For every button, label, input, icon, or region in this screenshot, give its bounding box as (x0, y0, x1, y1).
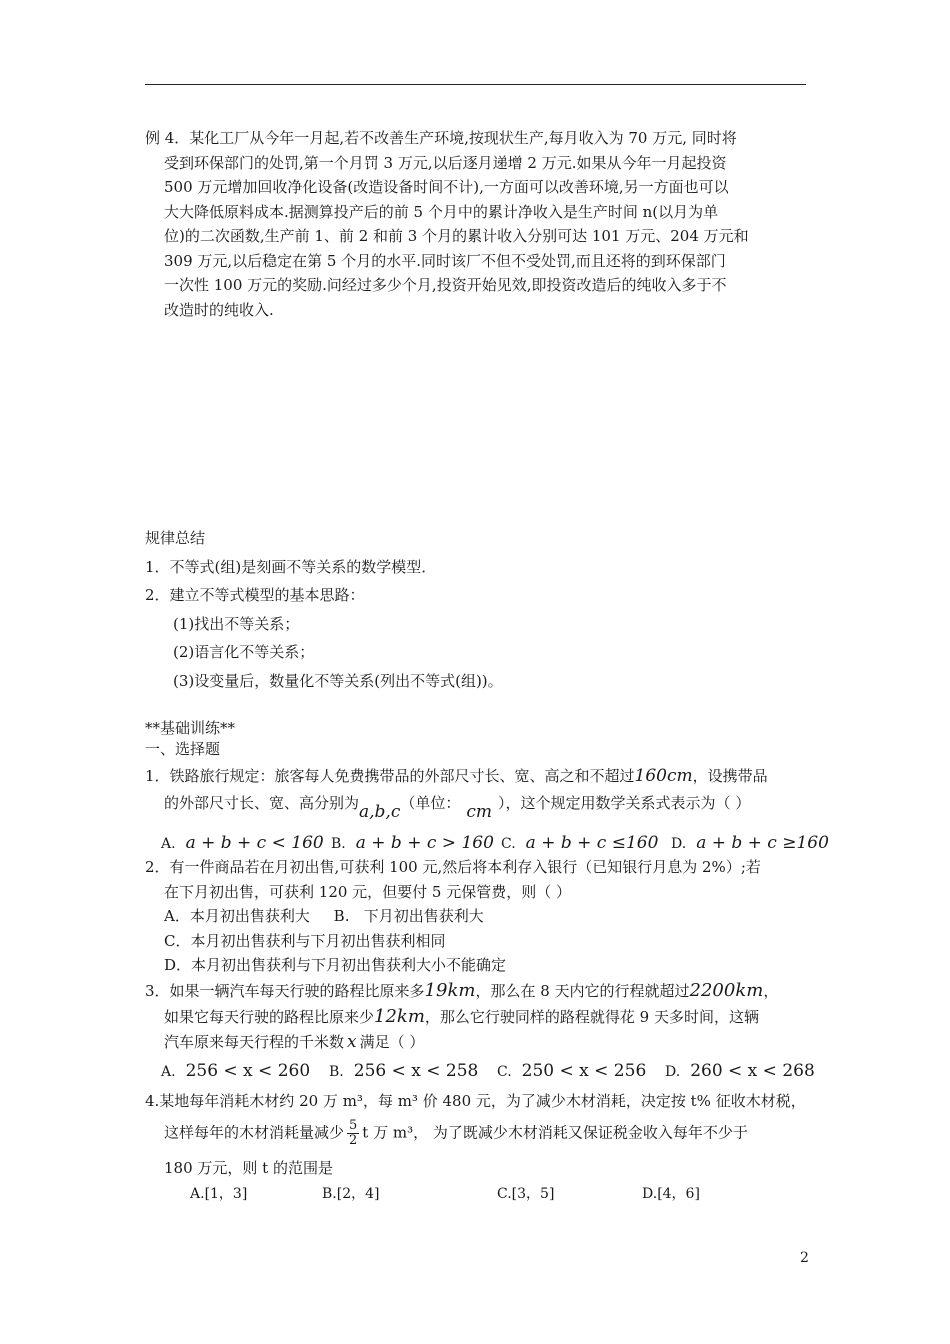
q3-options (145, 1055, 815, 1085)
q1-math: 160cm (634, 766, 693, 786)
q3-text: 如果它每天行驶的路程比原来少 (164, 1007, 375, 1026)
option-b[interactable]: B.[2，4] (322, 1185, 380, 1202)
q1-text: 1．铁路旅行规定：旅客每人免费携带品的外部尺寸长、宽、高之和不超过 (145, 767, 635, 785)
training-heading: **基础训练** (145, 719, 236, 737)
q3-math: 12km (374, 1005, 425, 1027)
option-b[interactable]: B. a + b + c > 160 (331, 833, 494, 853)
summary-heading: 规律总结 (145, 529, 206, 547)
question-1 (145, 763, 829, 855)
q3-text: ，那么它行驶同样的路程就得花 9 天多时间，这辆 (424, 1007, 759, 1026)
summary-section (145, 524, 810, 695)
q4-fraction: $\frac{5}{2}$ (349, 1117, 358, 1148)
section-title: 一、选择题 (145, 740, 221, 758)
summary-subitem: (1)找出不等关系； (173, 614, 300, 633)
q2-option-d[interactable]: D．本月初出售获利与下月初出售获利大小不能确定 (164, 956, 507, 974)
example-line: 例 4．某化工厂从今年一月起,若不改善生产环境,按现状生产,每月收入为 70 万元, 同时将 (145, 129, 737, 147)
option-a[interactable]: A. 256 < x < 260 (161, 1060, 311, 1081)
training-section (145, 718, 829, 1206)
q3-math: x (347, 1031, 357, 1052)
q3-text: 3．如果一辆汽车每天行驶的路程比原来多 (145, 981, 425, 1000)
option-c[interactable]: C. 250 < x < 256 (497, 1060, 647, 1081)
q3-text: ， (763, 981, 779, 1000)
q1-math: cm (466, 802, 493, 822)
q1-text: ），这个规定用数学关系式表示为（ ） (498, 794, 751, 812)
q1-text: ，设携带品 (692, 767, 768, 785)
summary-item: 1．不等式(组)是刻画不等关系的数学模型． (145, 557, 437, 576)
q3-text: ，那么在 8 天内它的行程就超过 (475, 981, 690, 1000)
example-line: 位)的二次函数,生产前 1、前 2 和前 3 个月的累计收入分别可达 101 万元、204 万元和 (164, 227, 749, 245)
q4-options (145, 1180, 810, 1206)
q3-math: 2200km (689, 979, 764, 1001)
q3-text: 汽车原来每天行程的千米数 (164, 1032, 345, 1051)
option-d[interactable]: D. 260 < x < 268 (665, 1060, 815, 1081)
q4-text: 这样每年的木材消耗量减少 (164, 1123, 345, 1141)
q1-math: a,b,c (359, 802, 401, 822)
q2-text: 在下月初出售，可获利 120 元，但要付 5 元保管费，则（ ） (164, 882, 572, 901)
q2-option-c[interactable]: C．本月初出售获利与下月初出售获利相同 (164, 931, 446, 950)
question-3 (145, 978, 815, 1085)
example-line: 一次性 100 万元的奖励.问经过多少个月,投资开始见效,即投资改造后的纯收入多于不 (164, 276, 727, 294)
example-line: 大大降低原料成本.据测算投产后的前 5 个月中的累计净收入是生产时间 n(以月为单 (164, 202, 719, 221)
q1-text: （单位： (400, 794, 461, 812)
page-number: 2 (800, 1250, 809, 1266)
q1-text: 的外部尺寸长、宽、高分别为 (164, 794, 360, 812)
q4-text: 4.某地每年消耗木材约 20 万 m³，每 m³ 价 480 元，为了减少木材消耗，决定按 t% 征收木材税， (145, 1091, 806, 1110)
summary-subitem: (3)设变量后，数量化不等关系(列出不等式(组))。 (173, 671, 503, 690)
option-d[interactable]: D. a + b + c ≥160 (671, 833, 829, 853)
q4-text: 180 万元，则 t 的范围是 (164, 1158, 333, 1177)
option-a[interactable]: A.[1，3] (190, 1185, 248, 1202)
q4-text: t 万 m³， 为了既减少木材消耗又保证税金收入每年不少于 (362, 1123, 748, 1141)
option-a[interactable]: A. a + b + c < 160 (161, 833, 324, 853)
question-4 (145, 1089, 810, 1206)
example-line: 受到环保部门的处罚,第一个月罚 3 万元,以后逐月递增 2 万元.如果从今年一月起投资 (164, 153, 727, 172)
summary-item: 2．建立不等式模型的基本思路： (145, 586, 365, 604)
q3-math: 19km (424, 979, 476, 1001)
example-4 (145, 126, 810, 322)
example-line: 309 万元,以后稳定在第 5 个月的水平.同时该厂不但不受处罚,而且还将的到环保部门 (164, 251, 726, 270)
option-d[interactable]: D.[4，6] (642, 1185, 700, 1202)
header-rule (145, 84, 806, 85)
q3-text: 满足（ ） (359, 1032, 425, 1051)
q1-options (145, 817, 829, 855)
q2-text: 2．有一件商品若在月初出售,可获利 100 元,然后将本利存入银行（已知银行月息为 2%）;若 (145, 858, 761, 876)
question-2 (145, 855, 810, 978)
example-line: 改造时的纯收入. (164, 300, 274, 319)
option-c[interactable]: C. a + b + c ≤160 (501, 833, 659, 853)
q2-option-ab[interactable]: A．本月初出售获利大 B. 下月初出售获利大 (164, 907, 484, 925)
option-b[interactable]: B. 256 < x < 258 (329, 1060, 479, 1081)
example-line: 500 万元增加回收净化设备(改造设备时间不计),一方面可以改善环境,另一方面也可以 (164, 178, 729, 196)
option-c[interactable]: C.[3，5] (497, 1185, 555, 1202)
summary-subitem: (2)语言化不等关系； (173, 643, 315, 661)
